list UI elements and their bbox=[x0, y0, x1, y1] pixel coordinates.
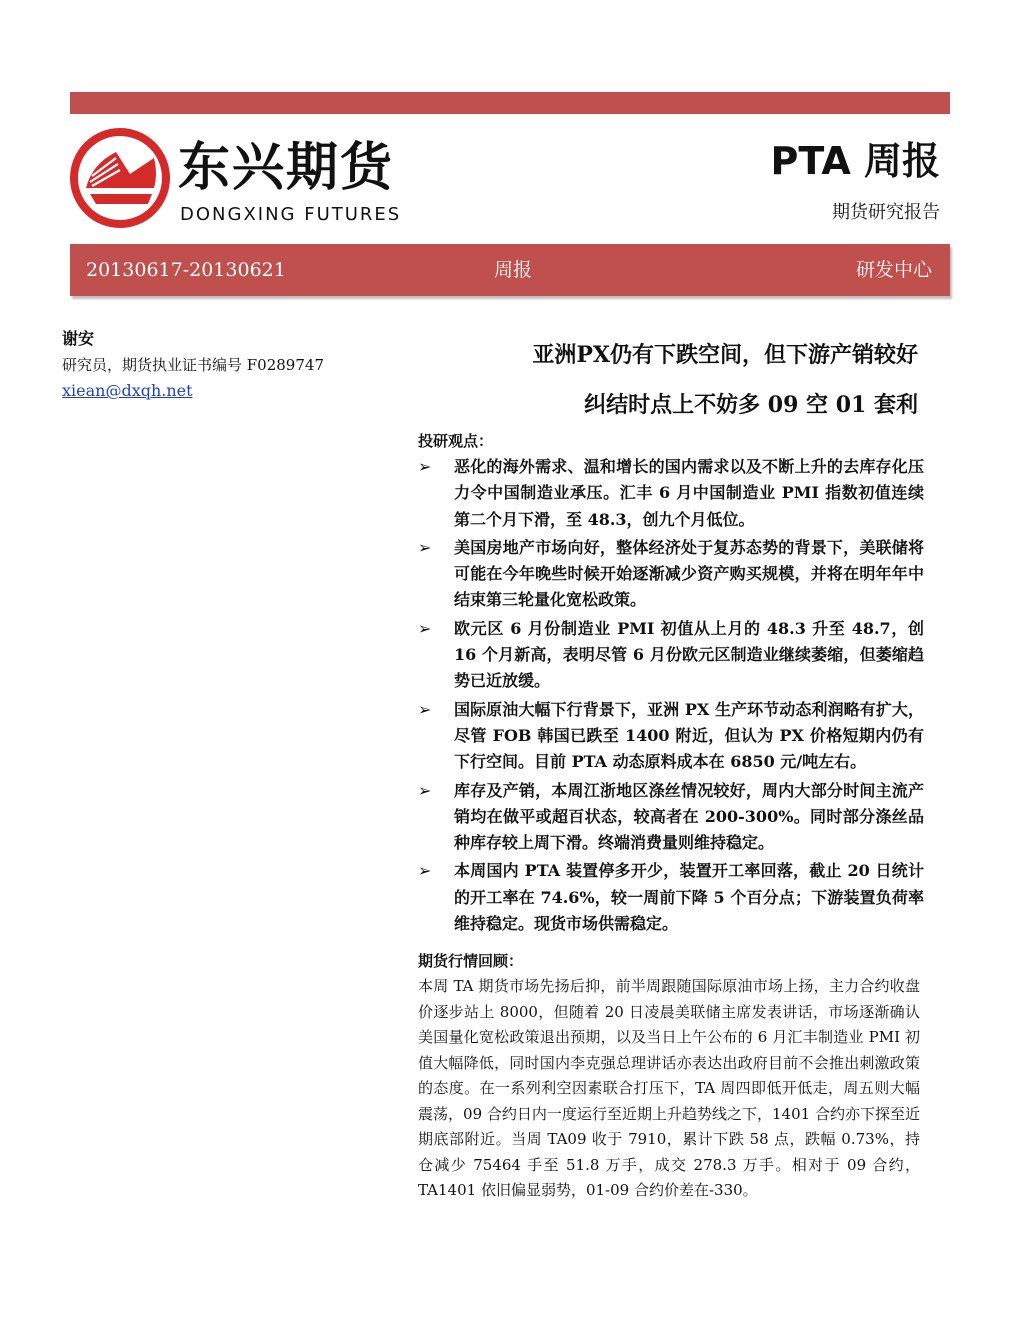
review-label: 期货行情回顾： bbox=[418, 952, 524, 970]
report-type: 周报 bbox=[494, 259, 533, 281]
arrow-bullet-icon: ➢ bbox=[418, 537, 432, 557]
list-item-text: 国际原油大幅下行背景下，亚洲 PX 生产环节动态利润略有扩大，尽管 FOB 韩国已跌至 1400 附近，但认为 PX 价格短期内仍有下行空间。目前 PTA 动态原料成本在 6850 元/吨左右。 bbox=[454, 699, 924, 772]
list-item-text: 库存及产销，本周江浙地区涤丝情况较好，周内大部分时间主流产销均在做平或超百状态，较高者在 200-300%。同时部分涤丝品种库存较上周下滑。终端消费量则维持稳定。 bbox=[454, 780, 924, 853]
department: 研发中心 bbox=[855, 259, 932, 281]
company-name-cn: 东兴期货 bbox=[178, 138, 395, 198]
list-item-text: 本周国内 PTA 装置停多开少，装置开工率回落，截止 20 日统计的开工率在 74.6%，较一周前下降 5 个百分点；下游装置负荷率维持稳定。现货市场供需稳定。 bbox=[454, 861, 924, 934]
list-item-text: 美国房地产市场向好，整体经济处于复苏态势的背景下，美联储将可能在今年晚些时候开始逐渐减少资产购买规模，并将在明年年中结束第三轮量化宽松政策。 bbox=[454, 537, 924, 610]
author-title: 研究员，期货执业证书编号 F0289747 bbox=[62, 356, 324, 374]
views-label: 投研观点： bbox=[418, 432, 494, 450]
arrow-bullet-icon: ➢ bbox=[418, 780, 432, 800]
author-email-link[interactable]: xiean@dxqh.net bbox=[62, 381, 193, 400]
author-name: 谢安 bbox=[62, 329, 95, 348]
arrow-bullet-icon: ➢ bbox=[418, 618, 432, 638]
list-item bbox=[418, 697, 924, 776]
views-list bbox=[418, 454, 924, 939]
list-item-text: 恶化的海外需求、温和增长的国内需求以及不断上升的去库存化压力令中国制造业承压。汇丰 6 月中国制造业 PMI 指数初值连续第二个月下滑，至 48.3，创九个月低位。 bbox=[454, 457, 924, 529]
company-name-en: DONGXING FUTURES bbox=[180, 204, 402, 225]
list-item-text: 欧元区 6 月份制造业 PMI 初值从上月的 48.3 升至 48.7，创 16 个月新高，表明尽管 6 月份欧元区制造业继续萎缩，但萎缩趋势已近放缓。 bbox=[454, 618, 924, 691]
headline-line-1: 亚洲PX仍有下跌空间，但下游产销较好 bbox=[532, 342, 918, 368]
arrow-bullet-icon: ➢ bbox=[418, 457, 432, 476]
list-item bbox=[418, 616, 924, 695]
info-band bbox=[70, 244, 950, 296]
date-range: 20130617-20130621 bbox=[86, 259, 286, 281]
report-subtitle: 期货研究报告 bbox=[832, 202, 940, 223]
list-item bbox=[418, 535, 924, 614]
report-title: PTA 周报 bbox=[770, 139, 940, 183]
list-item bbox=[418, 858, 924, 937]
list-item bbox=[418, 454, 924, 533]
headline-line-2: 纠结时点上不妨多 09 空 01 套利 bbox=[584, 392, 918, 418]
arrow-bullet-icon: ➢ bbox=[418, 861, 432, 881]
arrow-bullet-icon: ➢ bbox=[418, 699, 432, 719]
list-item bbox=[418, 778, 924, 857]
review-paragraph: 本周 TA 期货市场先扬后抑，前半周跟随国际原油市场上扬，主力合约收盘价逐步站上 8000，但随着 20 日凌晨美联储主席发表讲话，市场逐渐确认美国量化宽松政策退出预期，以及当日上午公布的 6 月汇丰制造业 PMI 初值大幅降低，同时国内李克强总理讲话亦表达出政府目前不会推出刺激政策的态度。在一系列利空因素联合打压下，TA 周四即低开低走，周五则大幅震荡，09 合约日内一度运行至近期上升趋势线之下，1401 合约亦下探至近期底部附近。当周 TA09 收于 7910，累计下跌 58 点，跌幅 0.73%，持仓减少 75464 手至 51.8 万手，成交 278.3 万手。相对于 09 合约，TA1401 依旧偏显弱势，01-09 合约价差在-330。 bbox=[418, 977, 920, 1199]
dongxing-logo-icon bbox=[70, 128, 170, 228]
top-accent-bar bbox=[70, 92, 950, 114]
